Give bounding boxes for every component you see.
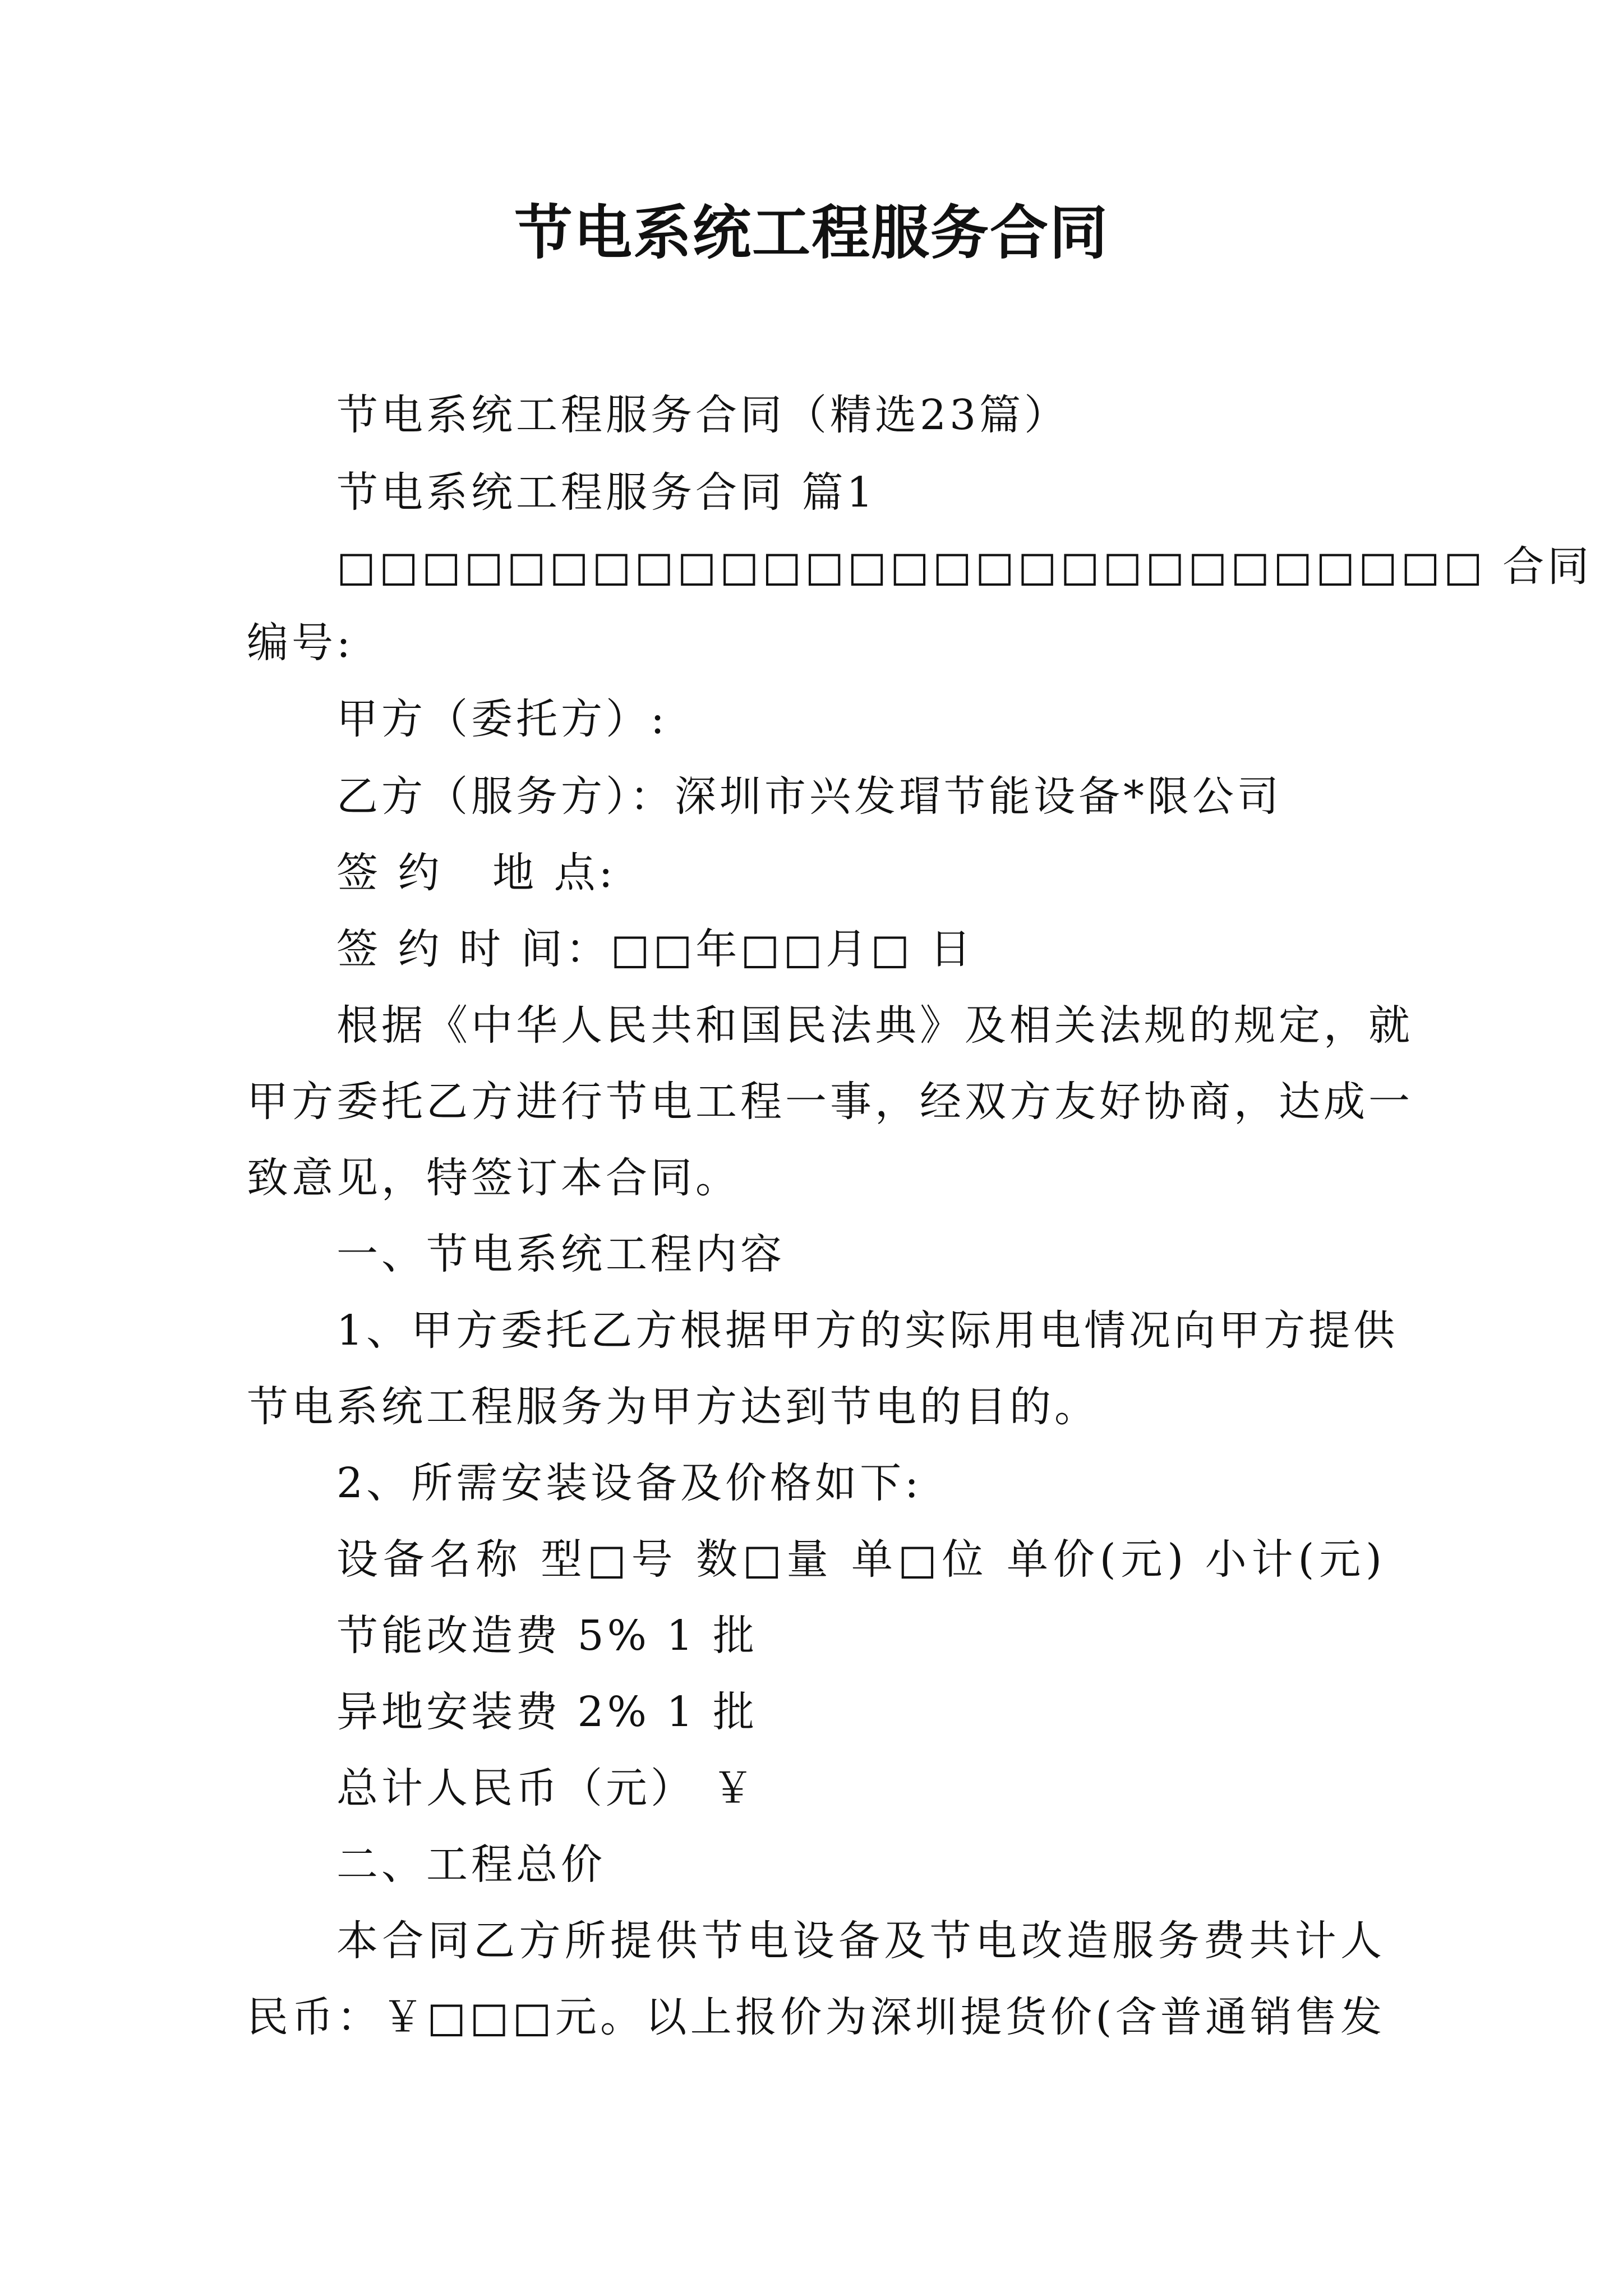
equipment-total-row: 总计人民币（元） ￥ <box>336 1764 757 1812</box>
body-paragraph-line: 根据《中华人民共和国民法典》及相关法规的规定，就 <box>336 1001 1413 1050</box>
body-paragraph-line: 本合同乙方所提供节电设备及节电改造服务费共计人 <box>336 1917 1385 1965</box>
equipment-row: 节能改造费 5% 1 批 <box>336 1612 758 1660</box>
clause-line: 节电系统工程服务为甲方达到节电的目的。 <box>247 1383 1099 1431</box>
contract-number-line: □□□□□□□□□□□□□□□□□□□□□□□□□□□ 合同 <box>336 542 1593 591</box>
clause-line: 1、甲方委托乙方根据甲方的实际用电情况向甲方提供 <box>336 1306 1399 1355</box>
section-heading-line: 节电系统工程服务合同 篇1 <box>336 468 877 517</box>
section-heading-1: 一、节电系统工程内容 <box>336 1230 785 1278</box>
signing-place-line: 签 约 地 点: <box>336 849 616 897</box>
clause-line: 2、所需安装设备及价格如下: <box>336 1459 923 1507</box>
equipment-row: 异地安装费 2% 1 批 <box>336 1688 758 1736</box>
body-paragraph-line: 甲方委托乙方进行节电工程一事，经双方友好协商，达成一 <box>247 1078 1413 1126</box>
body-paragraph-line: 民币：￥□□□元。以上报价为深圳提货价(含普通销售发 <box>247 1993 1385 2041</box>
subtitle-line: 节电系统工程服务合同（精选23篇） <box>336 391 1069 439</box>
party-b-line: 乙方（服务方）：深圳市兴发瑁节能设备*限公司 <box>336 772 1282 821</box>
document-title: 节电系统工程服务合同 <box>514 198 1109 267</box>
contract-number-label: 编号: <box>247 619 354 667</box>
signing-date-line: 签 约 时 间：□□年□□月□ 日 <box>336 925 975 973</box>
body-paragraph-line: 致意见，特签订本合同。 <box>247 1154 740 1202</box>
equipment-table-header: 设备名称 型□号 数□量 单□位 单价(元) 小计(元) <box>336 1535 1385 1584</box>
party-a-line: 甲方（委托方）: <box>336 695 668 743</box>
section-heading-2: 二、工程总价 <box>336 1841 606 1889</box>
